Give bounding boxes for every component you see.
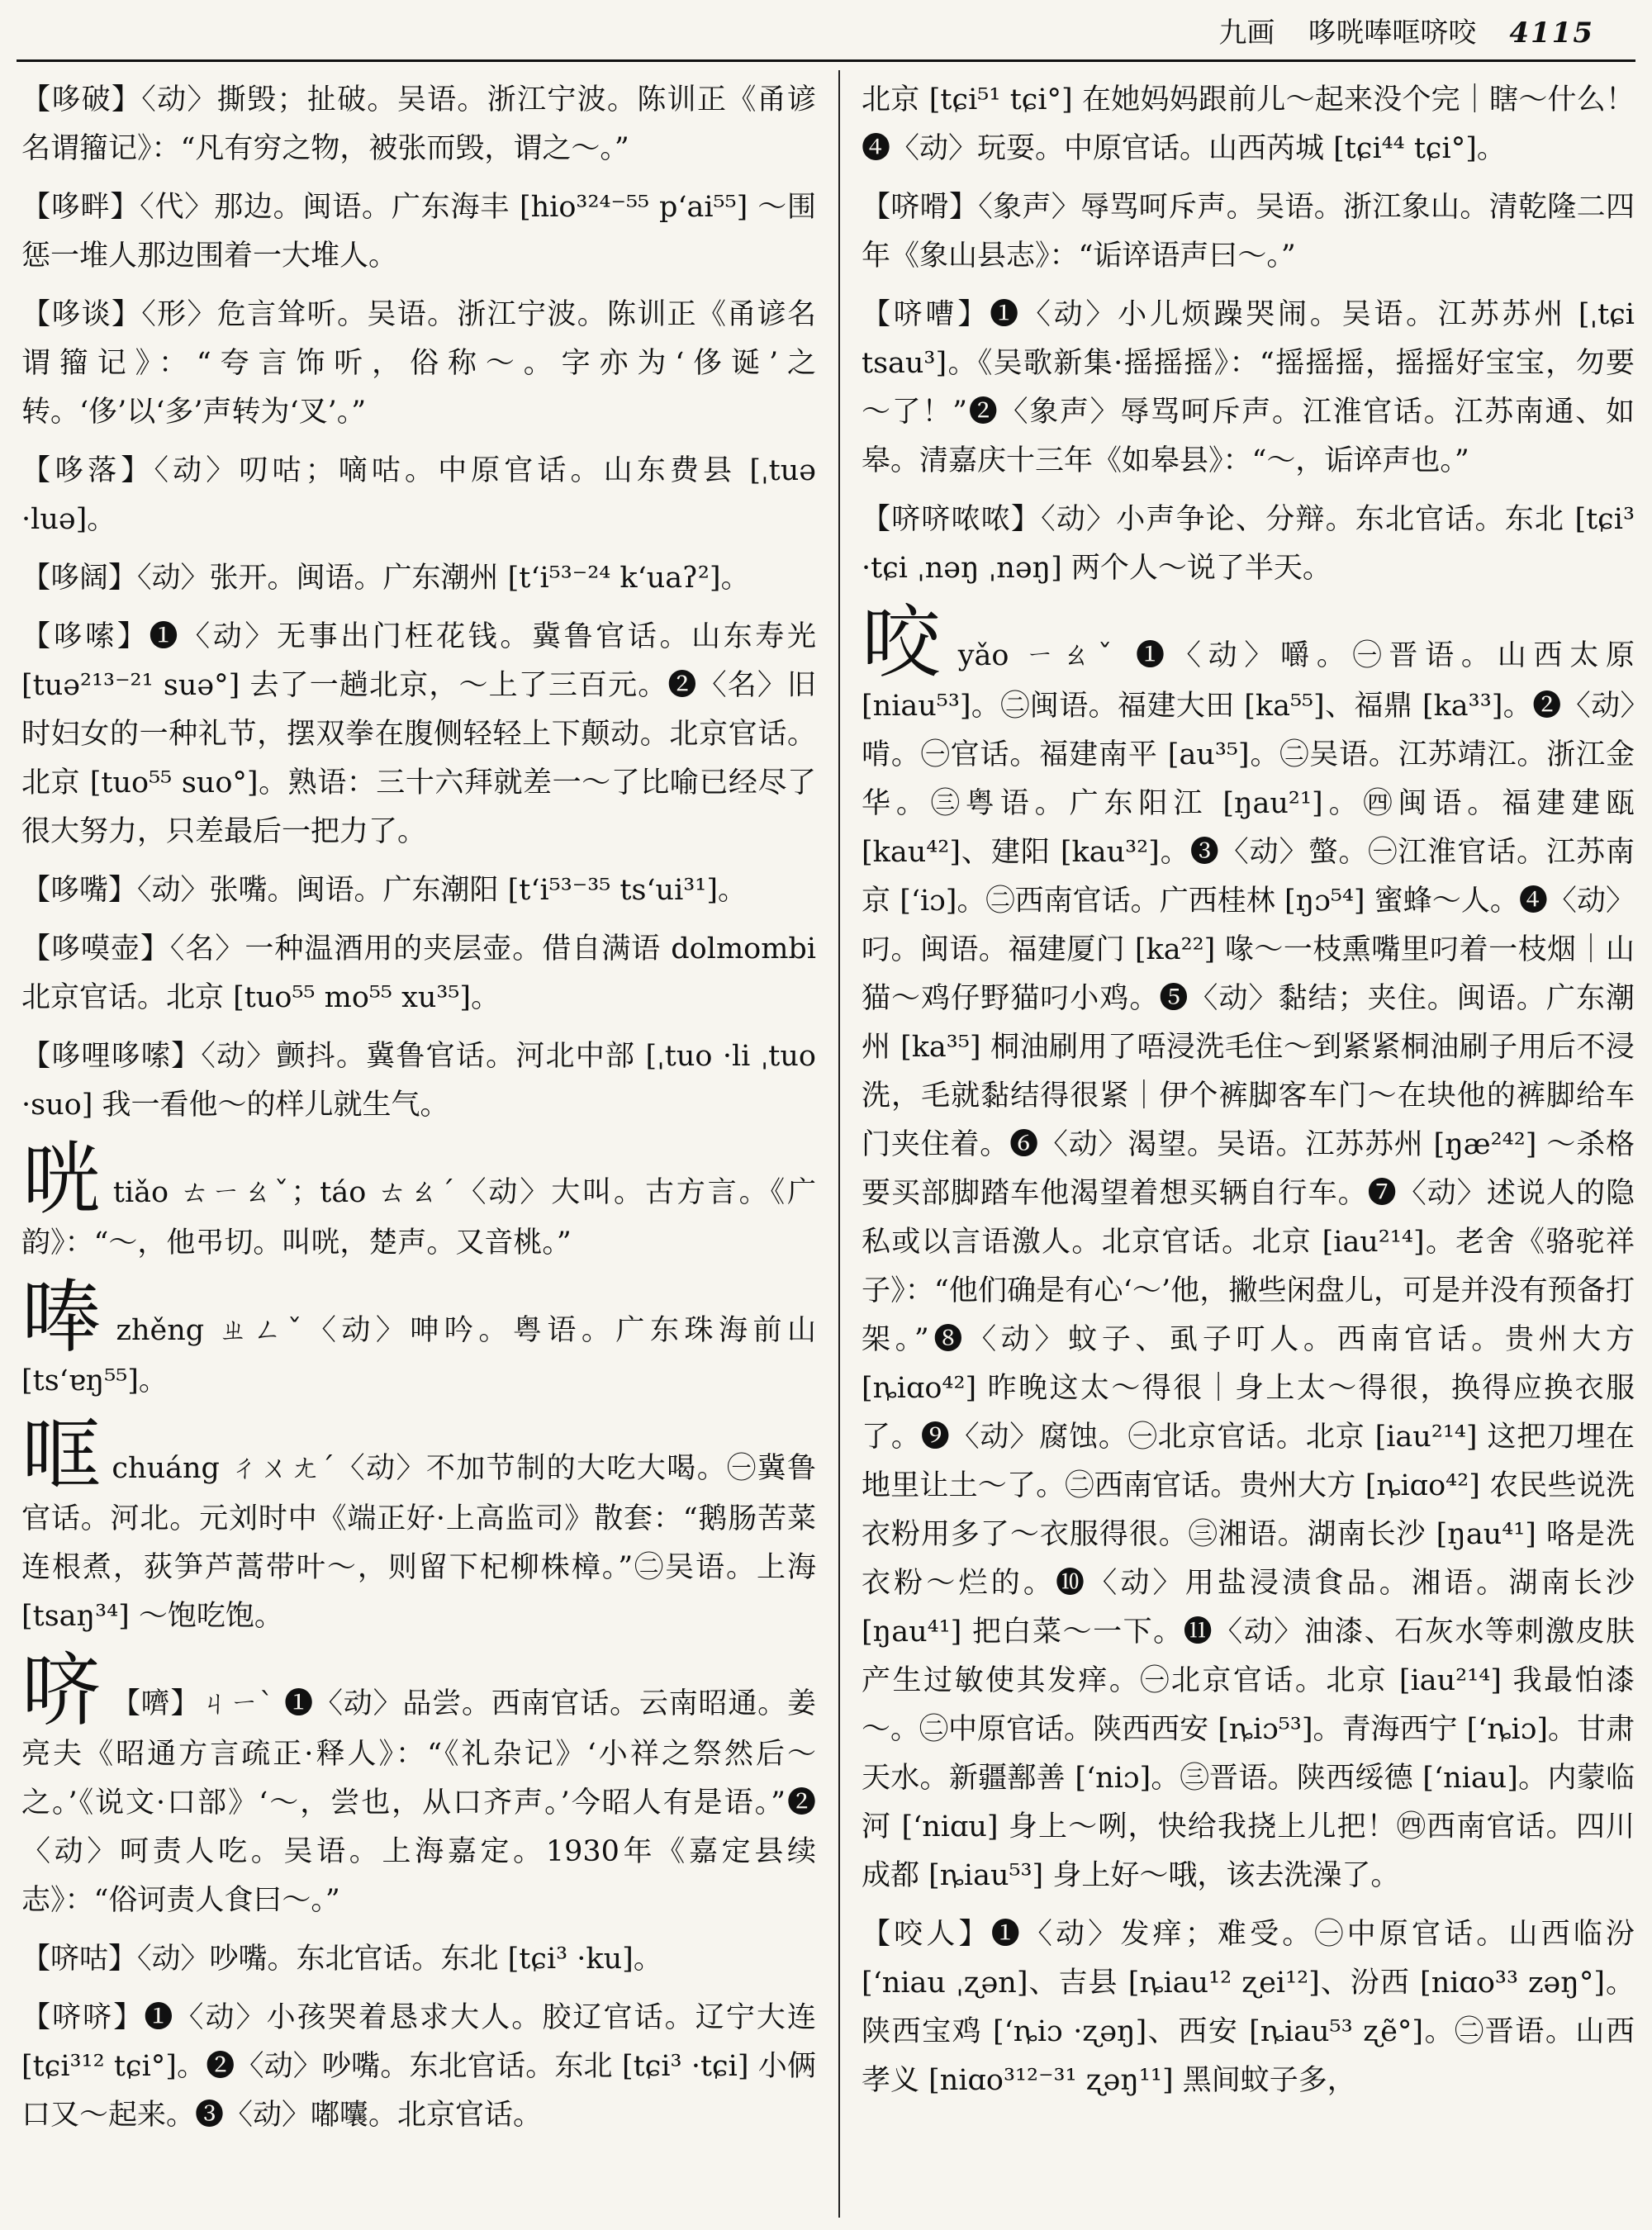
dictionary-entry: 【哜哜哝哝】〈动〉小声争论、分辩。东北官话。东北 [tɕi³ ·tɕi ˌnəŋ ˌnəŋ] 两个人～说了半天。	[862, 503, 1635, 585]
headword-entry	[862, 596, 1635, 1900]
left-column	[21, 76, 816, 2215]
dictionary-entry: 【哜嘈】❶〈动〉小儿烦躁哭闹。吴语。江苏苏州 [ˌtɕi tsau³]。《吴歌新集·摇摇摇》：“摇摇摇，摇摇好宝宝，勿要～了！”❷〈象声〉辱骂呵斥声。江淮官话。江苏南通、如皋。清嘉庆十三年《如皋县》：“～，诟谇声也。”	[862, 298, 1635, 477]
headword-char: 咣	[21, 1133, 103, 1226]
dictionary-entry: 【哜哜】❶〈动〉小孩哭着恳求大人。胶辽官话。辽宁大连 [tɕi³¹² tɕi°]。❷〈动〉吵嘴。东北官话。东北 [tɕi³ ·tɕi] 小俩口又～起来。❸〈动〉嘟囔。北京官话。	[21, 2001, 816, 2132]
dictionary-entry: 北京 [tɕi⁵¹ tɕi°] 在她妈妈跟前儿～起来没个完｜瞎～什么！❹〈动〉玩耍。中原官话。山西芮城 [tɕi⁴⁴ tɕi°]。	[862, 83, 1635, 165]
dictionary-entry: 【哆破】〈动〉撕毁；扯破。吴语。浙江宁波。陈训正《甬谚名谓籀记》：“凡有穷之物，被张而毁，谓之～。”	[21, 83, 816, 165]
headword-entry	[21, 1644, 816, 1925]
header-characters: 哆咣唪哐哜咬	[1308, 17, 1477, 50]
dictionary-entry: 【哆畔】〈代〉那边。闽语。广东海丰 [hio³²⁴⁻⁵⁵ p‘ai⁵⁵] ～围惩一堆人那边围着一大堆人。	[21, 191, 816, 273]
page-header	[1218, 10, 1594, 50]
dictionary-entry: 【哆谈】〈形〉危言耸听。吴语。浙江宁波。陈训正《甬谚名谓籀记》：“夸言饰听，俗称～。字亦为‘侈诞’之转。‘侈’以‘多’声转为‘叉’。”	[21, 298, 816, 429]
dictionary-entry: 【哜咕】〈动〉吵嘴。东北官话。东北 [tɕi³ ·ku]。	[21, 1943, 662, 1976]
dictionary-entry: 【哆哩哆嗦】〈动〉颤抖。冀鲁官话。河北中部 [ˌtuo ·li ˌtuo ·suo] 我一看他～的样儿就生气。	[21, 1040, 816, 1122]
dictionary-entry: 【哆嘴】〈动〉张嘴。闽语。广东潮阳 [t‘i⁵³⁻³⁵ ts‘ui³¹]。	[21, 874, 747, 907]
headword-char: 哐	[21, 1409, 102, 1502]
entry-text: 【嚌】ㄐㄧˋ ❶〈动〉品尝。西南官话。云南昭通。姜亮夫《昭通方言疏正·释人》：“《礼杂记》‘小祥之祭然后～之。’《说文·口部》‘～，尝也，从口齐声。’今昭人有是语。”❷〈动〉呵责人吃。吴语。上海嘉定。1930年《嘉定县续志》：“俗诃责人食曰～。”	[21, 1687, 816, 1917]
dictionary-entry: 【哆落】〈动〉叨咕；嘀咕。中原官话。山东费县 [ˌtuə ·luə]。	[21, 454, 816, 536]
entry-text: yǎo ㄧㄠˇ ❶〈动〉嚼。㊀晋语。山西太原 [niau⁵³]。㊁闽语。福建大田 [ka⁵⁵]、福鼎 [ka³³]。❷〈动〉啃。㊀官话。福建南平 [au³⁵]。㊁吴语。江苏靖江。浙江金华。㊂粤语。广东阳江 [ŋau²¹]。㊃闽语。福建建瓯 [kau⁴²]、建阳 [kau³²]。❸〈动〉螫。㊀江淮官话。江苏南京 [ʻiɔ]。㊁西南官话。广西桂林 [ŋɔ⁵⁴] 蜜蜂～人。❹〈动〉叼。闽语。福建厦门 [ka²²] 喙～一枝熏嘴里叼着一枝烟｜山猫～鸡仔野猫叼小鸡。❺〈动〉黏结；夹住。闽语。广东潮州 [ka³⁵] 桐油刷用了唔浸洗毛住～到紧紧桐油刷子用后不浸洗，毛就黏结得很紧｜伊个裤脚客车门～在块他的裤脚给车门夹住着。❻〈动〉渴望。吴语。江苏苏州 [ŋæ²⁴²] ～杀格要买部脚踏车他渴望着想买辆自行车。❼〈动〉述说人的隐私或以言语激人。北京官话。北京 [iau²¹⁴]。老舍《骆驼祥子》：“他们确是有心‘～’他，撇些闲盘儿，可是并没有预备打架。”❽〈动〉蚊子、虱子叮人。西南官话。贵州大方 [ȵiɑo⁴²] 昨晚这太～得很｜身上太～得很，换得应换衣服了。❾〈动〉腐蚀。㊀北京官话。北京 [iau²¹⁴] 这把刀埋在地里让土～了。㊁西南官话。贵州大方 [ȵiɑo⁴²] 农民些说洗衣粉用多了～衣服得很。㊂湘语。湖南长沙 [ŋau⁴¹] 咯是洗衣粉～烂的。❿〈动〉用盐浸渍食品。湘语。湖南长沙 [ŋau⁴¹] 把白菜～一下。⓫〈动〉油漆、石灰水等刺激皮肤产生过敏使其发痒。㊀北京官话。北京 [iau²¹⁴] 我最怕漆～。㊁中原官话。陕西西安 [ȵiɔ⁵³]。青海西宁 [ʻȵiɔ]。甘肃天水。新疆鄯善 [ʻniɔ]。㊂晋语。陕西绥德 [ʻniau]。内蒙临河 [ʻniɑu] 身上～咧，快给我挠上儿把！㊃西南官话。四川成都 [ȵiau⁵³] 身上好～哦，该去洗澡了。	[862, 639, 1635, 1892]
header-rule	[17, 59, 1635, 62]
entry-text: zhěng ㄓㄥˇ〈动〉呻吟。粤语。广东珠海前山 [ts‘ɐŋ⁵⁵]。	[21, 1314, 816, 1397]
dictionary-entry: 【哆嗼壶】〈名〉一种温酒用的夹层壶。借自满语 dolmombi 北京官话。北京 [tuo⁵⁵ mo⁵⁵ xu³⁵]。	[21, 932, 816, 1014]
section-label: 九画	[1218, 17, 1275, 50]
headword-entry	[21, 1409, 816, 1641]
dictionary-entry: 【哆阔】〈动〉张开。闽语。广东潮州 [t‘i⁵³⁻²⁴ k‘uaʔ²]。	[21, 562, 750, 595]
headword-entry	[21, 1271, 816, 1406]
entry-text: tiǎo ㄊㄧㄠˇ；táo ㄊㄠˊ〈动〉大叫。古方言。《广韵》：“～，他弔切。叫咣，楚声。又音桃。”	[21, 1176, 816, 1260]
dictionary-entry: 【咬人】❶〈动〉发痒；难受。㊀中原官话。山西临汾 [ʻniau ˌʐən]、吉县 [ȵiau¹² ʐei¹²]、汾西 [niɑo³³ zəŋ°]。陕西宝鸡 [ʻȵiɔ ·ʐəŋ]、西安 [ȵiau⁵³ ʐẽ°]。㊁晋语。山西孝义 [niɑo³¹²⁻³¹ ʐəŋ¹¹] 黑间蚊子多，	[862, 1918, 1635, 2097]
dictionary-entry: 【哆嗦】❶〈动〉无事出门枉花钱。冀鲁官话。山东寿光 [tuə²¹³⁻²¹ suə°] 去了一趟北京，～上了三百元。❷〈名〉旧时妇女的一种礼节，摆双拳在腹侧轻轻上下颠动。北京官话。北京 [tuo⁵⁵ suo°]。熟语：三十六拜就差一～了比喻已经尽了很大努力，只差最后一把力了。	[21, 620, 816, 848]
entry-text: chuáng ㄔㄨㄤˊ〈动〉不加节制的大吃大喝。㊀冀鲁官话。河北。元刘时中《端正好·上高监司》散套：“鹅肠苦菜连根煮，荻笋芦蒿带叶～，则留下杞柳株樟。”㊁吴语。上海 [tsaŋ³⁴] ～饱吃饱。	[21, 1452, 816, 1633]
headword-char: 哜	[21, 1644, 102, 1737]
column-divider	[838, 70, 840, 2218]
dictionary-entry: 【哜嗗】〈象声〉辱骂呵斥声。吴语。浙江象山。清乾隆二四年《象山县志》：“诟谇语声曰～。”	[862, 191, 1635, 273]
page-number: 4115	[1509, 17, 1594, 50]
right-column	[862, 76, 1635, 2215]
headword-char: 咬	[862, 596, 948, 689]
headword-char: 唪	[21, 1271, 107, 1364]
headword-entry	[21, 1133, 816, 1268]
